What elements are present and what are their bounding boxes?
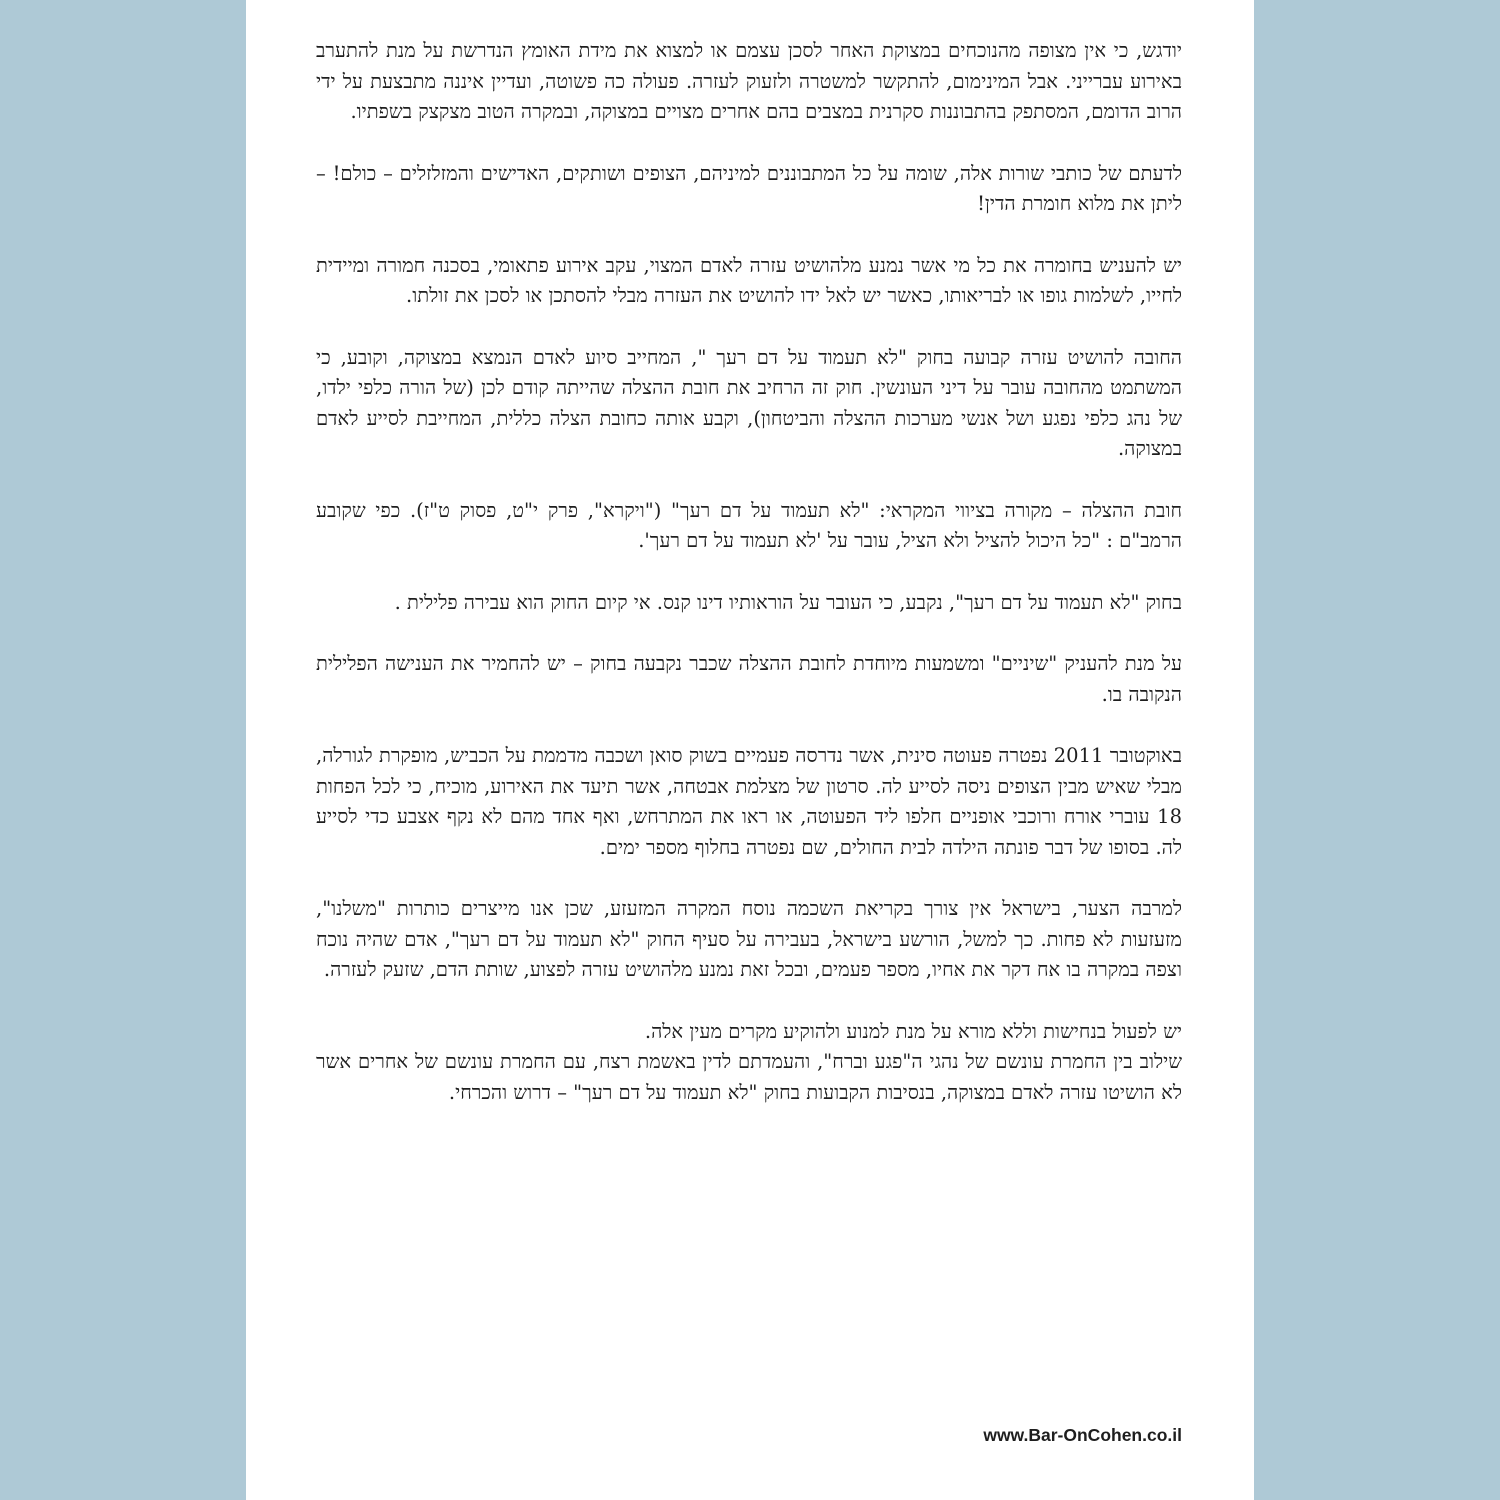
paragraph-1: יודגש, כי אין מצופה מהנוכחים במצוקת האחר לסכן עצמם או למצוא את מידת האומץ הנדרשת על מנת להתערב באירוע עברייני. אבל המינימום, להתקשר למשטרה ולזעוק לעזרה. פעולה כה פשוטה, ועדיין איננה מתבצעת על ידי הרוב הדומם, המסתפק בהתבוננות סקרנית במצבים בהם אחרים מצויים במצוקה, ובמקרה הטוב מצקצק בשפתיו. [316, 39, 1182, 123]
paragraph-7: על מנת להעניק "שיניים" ומשמעות מיוחדת לחובת ההצלה שכבר נקבעה בחוק – יש להחמיר את הענישה הפלילית הנקובה בו. [316, 652, 1182, 706]
paragraph-10: יש לפעול בנחישות וללא מורא על מנת למנוע ולהוקיע מקרים מעין אלה. [644, 1019, 1182, 1043]
paragraph-3: יש להעניש בחומרה את כל מי אשר נמנע מלהושיט עזרה לאדם המצוי, עקב אירוע פתאומי, בסכנה חמורה ומיידית לחייו, לשלמות גופו או לבריאותו, כאשר יש לאל ידו להושיט את העזרה מבלי להסתכן או לסכן את זולתו. [316, 253, 1182, 307]
paragraph-6: בחוק "לא תעמוד על דם רעך", נקבע, כי העובר על הוראותיו דינו קנס. אי קיום החוק הוא עבירה פלילית . [394, 590, 1182, 614]
paragraph-8: באוקטובר 2011 נפטרה פעוטה סינית, אשר נדרסה פעמיים בשוק סואן ושכבה מדממת על הכביש, מופקרת לגורלה, מבלי שאיש מבין הצופים ניסה לסייע לה. סרטון של מצלמת אבטחה, אשר תיעד את האירוע, מוכיח, כי לכל הפחות 18 עוברי אורח ורוכבי אופניים חלפו ליד הפעוטה, או ראו את המתרחש, ואף אחד מהם לא נקף אצבע כדי לסייע לה. בסופו של דבר פונתה הילדה לבית החולים, שם נפטרה בחלוף מספר ימים. [316, 744, 1182, 859]
paragraph-11: שילוב בין החמרת עונשם של נהגי ה"פגע וברח", והעמדתם לדין באשמת רצח, עם החמרת עונשם של אחרים אשר לא הושיטו עזרה לאדם במצוקה, בנסיבות הקבועות בחוק "לא תעמוד על דם רעך" – דרוש והכרחי. [316, 1050, 1182, 1104]
document-page [246, 0, 1254, 1500]
paragraph-2: לדעתם של כותבי שורות אלה, שומה על כל המתבוננים למיניהם, הצופים ושותקים, האדישים והמזלזלים – כולם! – ליתן את מלוא חומרת הדין! [316, 161, 1182, 215]
document-body [316, 36, 1182, 1108]
website-link[interactable]: www.Bar-OnCohen.co.il [983, 1425, 1182, 1445]
paragraph-9: למרבה הצער, בישראל אין צורך בקריאת השכמה נוסח המקרה המזעזע, שכן אנו מייצרים כותרות "משלנו", מזעזעות לא פחות. כך למשל, הורשע בישראל, בעבירה על סעיף החוק "לא תעמוד על דם רעך", אדם שהיה נוכח וצפה במקרה בו אח דקר את אחיו, מספר פעמים, ובכל זאת נמנע מלהושיט עזרה לפצוע, שותת הדם, שזעק לעזרה. [316, 897, 1182, 981]
paragraph-4: החובה להושיט עזרה קבועה בחוק "לא תעמוד על דם רעך ", המחייב סיוע לאדם הנמצא במצוקה, וקובע, כי המשתמט מהחובה עובר על דיני העונשין. חוק זה הרחיב את חובת ההצלה שהייתה קודם לכן (של הורה כלפי ילדו, של נהג כלפי נפגע ושל אנשי מערכות ההצלה והביטחון), וקבע אותה כחובת הצלה כללית, המחייבת לסייע לאדם במצוקה. [316, 345, 1182, 460]
paragraph-5: חובת ההצלה – מקורה בציווי המקראי: "לא תעמוד על דם רעך" ("ויקרא", פרק י"ט, פסוק ט"ז). כפי שקובע הרמב"ם : "כל היכול להציל ולא הציל, עובר על 'לא תעמוד על דם רעך'. [316, 498, 1182, 552]
